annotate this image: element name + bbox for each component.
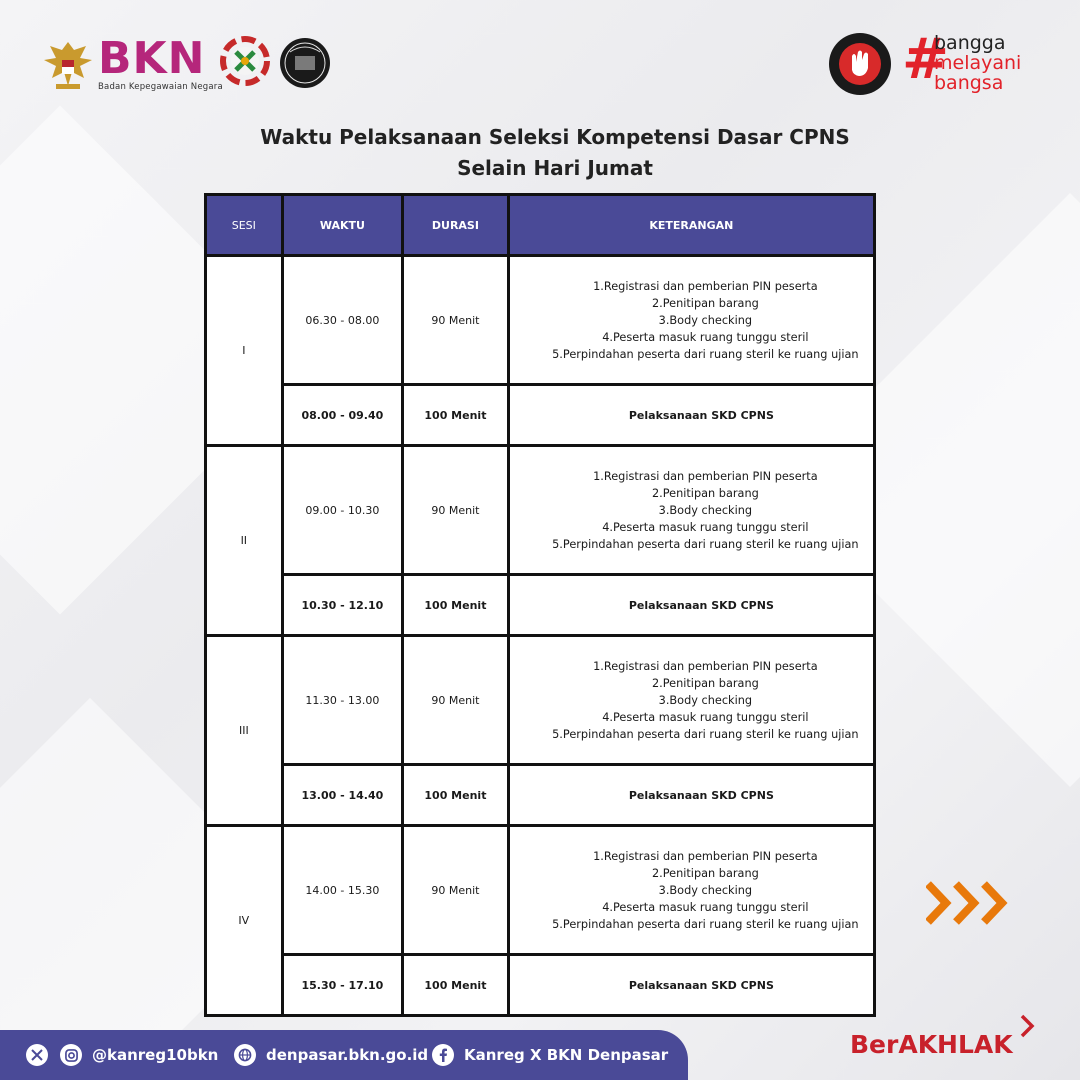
waktu-cell: 14.00 - 15.30: [282, 826, 402, 955]
melayani-word: melayani: [934, 52, 1022, 74]
x-icon: [26, 1044, 48, 1066]
berakhlak-logo: [850, 1030, 1013, 1059]
website-url: denpasar.bkn.go.id: [266, 1046, 429, 1064]
column-header-keterangan: KETERANGAN: [508, 195, 874, 256]
waktu-cell: 08.00 - 09.40: [282, 385, 402, 446]
step-item: 3.Body checking: [658, 693, 753, 707]
keterangan-cell: [508, 256, 874, 385]
column-header-waktu: WAKTU: [282, 195, 402, 256]
waktu-cell: 09.00 - 10.30: [282, 446, 402, 575]
step-item: 5.Perpindahan peserta dari ruang steril ke ruang ujian: [552, 347, 859, 361]
durasi-cell: 100 Menit: [403, 955, 509, 1016]
durasi-cell: 90 Menit: [403, 636, 509, 765]
facebook-link[interactable]: [432, 1044, 668, 1066]
website-link[interactable]: [234, 1044, 428, 1066]
sesi-cell: III: [206, 636, 283, 826]
step-item: 3.Body checking: [658, 503, 753, 517]
bkn-wordmark: BKN: [98, 33, 206, 84]
sesi-cell: II: [206, 446, 283, 636]
keterangan-cell: Pelaksanaan SKD CPNS: [508, 765, 874, 826]
waktu-cell: 10.30 - 12.10: [282, 575, 402, 636]
berakhlak-word: BerAKHLAK: [850, 1030, 1013, 1059]
table-header-row: [206, 195, 875, 256]
facebook-icon: [432, 1044, 454, 1066]
schedule-table-body: [206, 256, 875, 1016]
step-item: 2.Penitipan barang: [651, 676, 759, 690]
durasi-cell: 100 Menit: [403, 575, 509, 636]
durasi-cell: 90 Menit: [403, 446, 509, 575]
column-header-durasi: DURASI: [403, 195, 509, 256]
step-item: 5.Perpindahan peserta dari ruang steril ke ruang ujian: [552, 917, 859, 931]
instagram-icon: [60, 1044, 82, 1066]
keterangan-cell: Pelaksanaan SKD CPNS: [508, 955, 874, 1016]
step-item: 3.Body checking: [658, 883, 753, 897]
garuda-emblem-icon: [42, 38, 94, 94]
durasi-cell: 90 Menit: [403, 826, 509, 955]
waktu-cell: 15.30 - 17.10: [282, 955, 402, 1016]
instagram-link[interactable]: [60, 1044, 218, 1066]
table-row-exec: [206, 385, 875, 446]
bangga-word: bangga: [934, 32, 1006, 54]
page-title: [0, 122, 1080, 184]
column-header-sesi: SESI: [206, 195, 283, 256]
step-item: 2.Penitipan barang: [651, 486, 759, 500]
next-arrows-icon: [926, 880, 1018, 926]
steps-list: [538, 848, 873, 933]
waktu-cell: 06.30 - 08.00: [282, 256, 402, 385]
steps-list: [538, 468, 873, 553]
table-row-exec: [206, 955, 875, 1016]
wbk-logo-icon: [218, 34, 272, 88]
step-item: 1.Registrasi dan pemberian PIN peserta: [593, 469, 818, 483]
step-item: 4.Peserta masuk ruang tunggu steril: [602, 900, 809, 914]
keterangan-cell: [508, 446, 874, 575]
title-line-1: Waktu Pelaksanaan Seleksi Kompetensi Dasar CPNS: [260, 125, 850, 149]
steps-list: [538, 658, 873, 743]
table-row-prep: [206, 826, 875, 955]
step-item: 4.Peserta masuk ruang tunggu steril: [602, 710, 809, 724]
bangsa-word: bangsa: [934, 72, 1004, 94]
schedule-table: [204, 193, 876, 1017]
steps-list: [538, 278, 873, 363]
hashtag: #: [902, 27, 949, 92]
step-item: 5.Perpindahan peserta dari ruang steril ke ruang ujian: [552, 727, 859, 741]
sesi-cell: IV: [206, 826, 283, 1016]
step-item: 2.Penitipan barang: [651, 296, 759, 310]
waktu-cell: 13.00 - 14.40: [282, 765, 402, 826]
facebook-page-name: Kanreg X BKN Denpasar: [464, 1046, 669, 1064]
step-item: 1.Registrasi dan pemberian PIN peserta: [593, 279, 818, 293]
durasi-cell: 100 Menit: [403, 385, 509, 446]
tolak-gratifikasi-icon: [828, 32, 892, 96]
durasi-cell: 100 Menit: [403, 765, 509, 826]
step-item: 4.Peserta masuk ruang tunggu steril: [602, 330, 809, 344]
bkn-logo: [98, 33, 223, 92]
title-line-2: Selain Hari Jumat: [457, 156, 653, 180]
instagram-handle: @kanreg10bkn: [92, 1046, 219, 1064]
kanreg-badge-icon: [278, 36, 332, 90]
durasi-cell: 90 Menit: [403, 256, 509, 385]
keterangan-cell: [508, 636, 874, 765]
keterangan-cell: [508, 826, 874, 955]
x-social[interactable]: [26, 1044, 58, 1066]
step-item: 5.Perpindahan peserta dari ruang steril ke ruang ujian: [552, 537, 859, 551]
bkn-subtitle: Badan Kepegawaian Negara: [98, 82, 223, 92]
table-row-exec: [206, 575, 875, 636]
table-row-prep: [206, 446, 875, 575]
keterangan-cell: Pelaksanaan SKD CPNS: [508, 575, 874, 636]
keterangan-cell: Pelaksanaan SKD CPNS: [508, 385, 874, 446]
berakhlak-chevron-icon: [1018, 1014, 1036, 1038]
table-row-prep: [206, 636, 875, 765]
table-row-exec: [206, 765, 875, 826]
waktu-cell: 11.30 - 13.00: [282, 636, 402, 765]
table-row-prep: [206, 256, 875, 385]
sesi-cell: I: [206, 256, 283, 446]
step-item: 1.Registrasi dan pemberian PIN peserta: [593, 659, 818, 673]
step-item: 1.Registrasi dan pemberian PIN peserta: [593, 849, 818, 863]
step-item: 2.Penitipan barang: [651, 866, 759, 880]
globe-icon: [234, 1044, 256, 1066]
step-item: 4.Peserta masuk ruang tunggu steril: [602, 520, 809, 534]
step-item: 3.Body checking: [658, 313, 753, 327]
